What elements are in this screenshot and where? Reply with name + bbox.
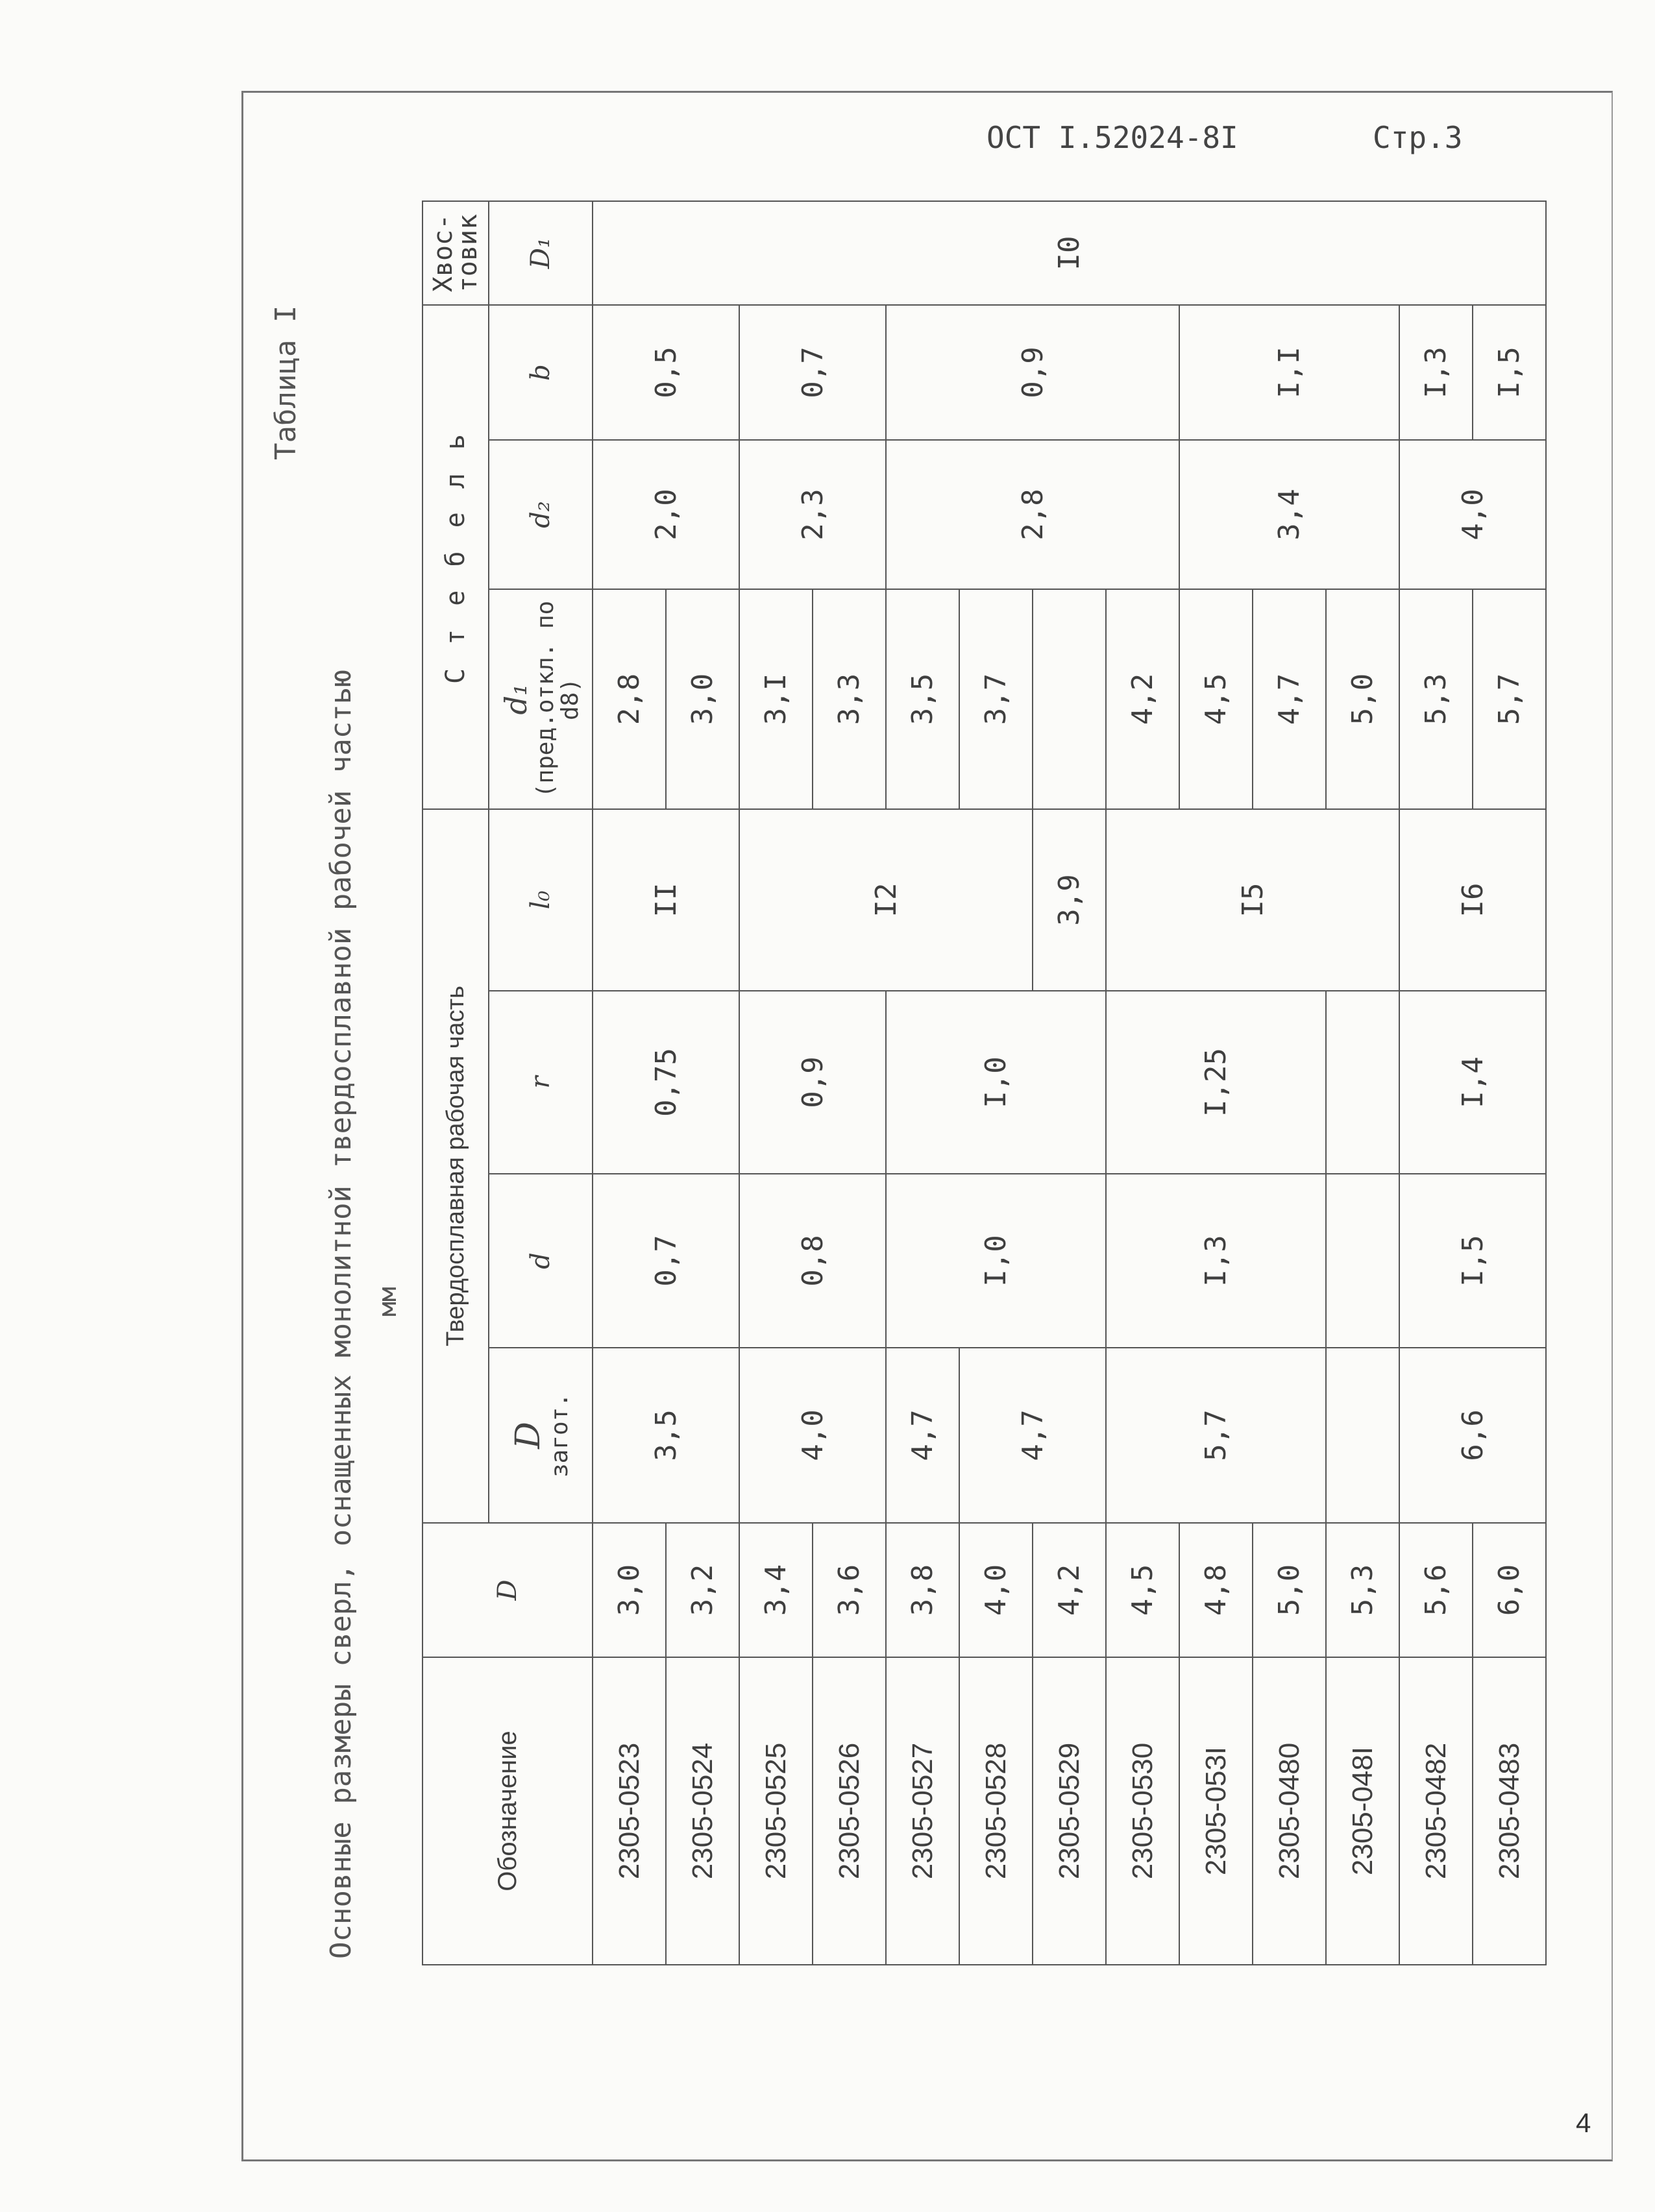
units-label: мм xyxy=(373,1287,402,1317)
d-value: 0,8 xyxy=(739,1174,886,1348)
row-d1: 5,7 xyxy=(1473,589,1546,809)
row-D: 4,0 xyxy=(959,1523,1033,1657)
page-label: Стр.3 xyxy=(1373,120,1463,155)
header-tail-group: Хвос- товик xyxy=(423,201,489,305)
row-d1: 3,I xyxy=(739,589,813,809)
row-d1: 3,5 xyxy=(886,589,959,809)
row-d1: 3,7 xyxy=(959,589,1033,809)
row-designation: 2305-0527 xyxy=(886,1657,959,1965)
row-D: 3,0 xyxy=(593,1523,666,1657)
D-blank-value: 4,7 xyxy=(886,1348,959,1523)
row-designation: 2305-0528 xyxy=(959,1657,1033,1965)
l0-value: II xyxy=(593,809,739,991)
row-designation: 2305-048I xyxy=(1326,1657,1399,1965)
D-blank-value: 4,0 xyxy=(739,1348,886,1523)
row-d1: 3,0 xyxy=(666,589,739,809)
row-d1: 5,3 xyxy=(1399,589,1473,809)
d2-value: 2,0 xyxy=(593,440,739,589)
row-designation: 2305-0523 xyxy=(593,1657,666,1965)
header-d: d xyxy=(489,1174,593,1348)
row-designation: 2305-0526 xyxy=(813,1657,886,1965)
row-designation: 2305-0483 xyxy=(1473,1657,1546,1965)
header-d1 xyxy=(489,589,593,809)
l0-value: I5 xyxy=(1106,809,1399,991)
row-D: 3,2 xyxy=(666,1523,739,1657)
row-D: 4,8 xyxy=(1179,1523,1253,1657)
d2-value: 2,8 xyxy=(886,440,1179,589)
table-title: Основные размеры сверл, оснащенных монолитной твердосплавной рабочей частью xyxy=(325,670,358,1959)
document-code: ОСТ I.52024-8I xyxy=(987,120,1238,155)
D-blank-value: 4,7 xyxy=(959,1348,1106,1523)
r-value: 0,9 xyxy=(739,991,886,1174)
D-blank-value: 6,6 xyxy=(1399,1348,1546,1523)
row-designation: 2305-0525 xyxy=(739,1657,813,1965)
row-D: 5,0 xyxy=(1253,1523,1326,1657)
l0-value: I6 xyxy=(1399,809,1546,991)
b-value: I,3 xyxy=(1399,305,1473,440)
D1-value: I0 xyxy=(593,201,1546,305)
d-value xyxy=(1326,1174,1399,1348)
drill-dimensions-table xyxy=(422,201,1547,1965)
d-value: 0,7 xyxy=(593,1174,739,1348)
row-D: 3,8 xyxy=(886,1523,959,1657)
d2-value: 4,0 xyxy=(1399,440,1546,589)
header-d2: d₂ xyxy=(489,440,593,589)
r-value xyxy=(1326,991,1399,1174)
header-D-blank-symbol: D xyxy=(509,1422,548,1449)
header-d1-symbol: d₁ xyxy=(498,683,533,715)
row-d1: 2,8 xyxy=(593,589,666,809)
row-D: 4,5 xyxy=(1106,1523,1179,1657)
row-d1: 5,0 xyxy=(1326,589,1399,809)
row-D: 4,2 xyxy=(1033,1523,1106,1657)
header-designation: Обозначение xyxy=(423,1657,593,1965)
row-designation: 2305-053I xyxy=(1179,1657,1253,1965)
row-designation: 2305-0529 xyxy=(1033,1657,1106,1965)
b-value: 0,9 xyxy=(886,305,1179,440)
header-D-blank xyxy=(489,1348,593,1523)
row-D: 3,6 xyxy=(813,1523,886,1657)
row-D: 5,3 xyxy=(1326,1523,1399,1657)
r-value: I,0 xyxy=(886,991,1106,1174)
d2-value: 3,4 xyxy=(1179,440,1399,589)
row-d1: 3,9 xyxy=(1033,809,1106,991)
D-blank-value: 5,7 xyxy=(1106,1348,1326,1523)
table-label: Таблица I xyxy=(269,305,302,460)
row-designation: 2305-0530 xyxy=(1106,1657,1179,1965)
header-b: b xyxy=(489,305,593,440)
header-d1-note: (пред.откл. по d8) xyxy=(532,600,583,798)
row-d1: 3,3 xyxy=(813,589,886,809)
r-value: I,4 xyxy=(1399,991,1546,1174)
header-D1: D₁ xyxy=(489,201,593,305)
row-d1: 4,7 xyxy=(1253,589,1326,809)
row-d1: 4,5 xyxy=(1179,589,1253,809)
r-value: 0,75 xyxy=(593,991,739,1174)
row-D: 5,6 xyxy=(1399,1523,1473,1657)
row-D: 3,4 xyxy=(739,1523,813,1657)
sheet-number: 4 xyxy=(1576,2108,1591,2138)
b-value: 0,7 xyxy=(739,305,886,440)
row-designation: 2305-0524 xyxy=(666,1657,739,1965)
b-value: 0,5 xyxy=(593,305,739,440)
row-d1: 4,2 xyxy=(1106,589,1179,809)
row-designation: 2305-0482 xyxy=(1399,1657,1473,1965)
l0-value: I2 xyxy=(739,809,1033,991)
header-D-blank-note: загот. xyxy=(546,1392,573,1478)
d-value: I,5 xyxy=(1399,1174,1546,1348)
d-value: I,0 xyxy=(886,1174,1106,1348)
row-D: 6,0 xyxy=(1473,1523,1546,1657)
d-value: I,3 xyxy=(1106,1174,1326,1348)
d2-value: 2,3 xyxy=(739,440,886,589)
header-shank-group: С т е б е л ь xyxy=(423,305,489,809)
b-value: I,I xyxy=(1179,305,1399,440)
b-value: I,5 xyxy=(1473,305,1546,440)
D-blank-value: 3,5 xyxy=(593,1348,739,1523)
header-D: D xyxy=(423,1523,593,1657)
r-value: I,25 xyxy=(1106,991,1326,1174)
D-blank-value xyxy=(1326,1348,1399,1523)
header-hard-alloy-part: Твердосплавная рабочая часть xyxy=(423,809,489,1523)
header-l0: l₀ xyxy=(489,809,593,991)
row-designation: 2305-0480 xyxy=(1253,1657,1326,1965)
header-r: r xyxy=(489,991,593,1174)
